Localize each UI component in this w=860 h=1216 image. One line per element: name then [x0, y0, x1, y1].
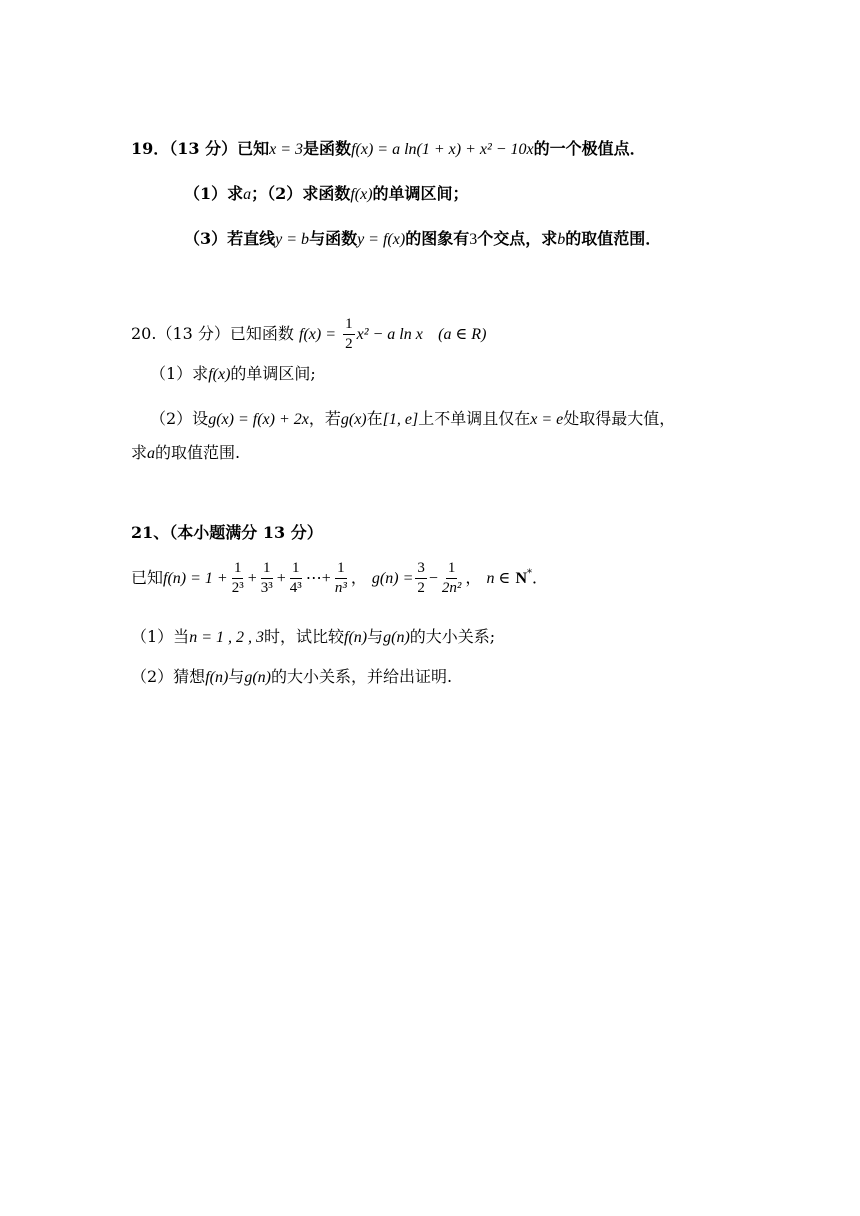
q21-p1-a: 时，试比较 [263, 627, 344, 646]
q20-p2-line2a: 求 [131, 443, 148, 462]
q20-p2-b: 在 [366, 409, 383, 428]
q21-p1-b: 与 [367, 627, 384, 646]
q21-score: （本小题满分 13 分） [169, 523, 323, 542]
q19-stem-a: 已知 [237, 139, 270, 158]
q21-g-frac1-den: 2 [417, 580, 425, 596]
q19-p3-end: 的取值范围． [565, 229, 662, 248]
q19-p1-text: 求 [227, 184, 244, 203]
q20-p2-d: 处取得最大值， [563, 409, 676, 428]
q21-p1-f: f(n) [344, 629, 368, 646]
q19-p3-mid2: 的图象有 [405, 229, 470, 248]
q19-p3-mid3: 个交点，求 [477, 229, 558, 248]
q20-p2-c: 上不单调且仅在 [418, 409, 531, 428]
q21-part-1 [131, 625, 495, 650]
q21-n-star: * [527, 568, 533, 579]
q20-frac-num: 1 [343, 315, 355, 335]
q20-p2-a: ，若 [308, 409, 341, 428]
q19-p3-var: b [557, 231, 566, 248]
q21-end: ． [532, 568, 549, 587]
q21-p2-g: g(n) [244, 669, 271, 686]
q21-sep2: ， [465, 568, 482, 587]
q21-g-frac2-num: 1 [446, 559, 458, 579]
q19-p1-label: （1） [184, 184, 228, 203]
q21-g-frac2 [440, 559, 464, 598]
q20-p2-g2: g(x) [340, 411, 367, 428]
q21-frac-0-num: 1 [232, 559, 244, 579]
q20-p2-interval: [1, e] [382, 411, 419, 428]
q21-frac-1-num: 1 [261, 559, 273, 579]
q19-p2-label: （2） [267, 184, 303, 203]
q19-p1-sep: ； [251, 184, 268, 203]
q19-number: 19． [131, 139, 170, 158]
q20-score: （13 分） [156, 324, 230, 343]
q21-dots: ⋯ [305, 570, 322, 587]
q21-g-lhs: g(n) = [371, 570, 414, 587]
q21-p1-n: n = 1 , 2 , 3 [189, 629, 264, 646]
q21-stem-text: 已知 [131, 568, 164, 587]
q21-frac-2 [288, 559, 304, 598]
q19-p3-num: 3 [469, 231, 478, 248]
q21-p2-b: 与 [228, 667, 245, 686]
q19-p3-mid: 与函数 [309, 229, 358, 248]
q19-stem [131, 137, 646, 162]
q19-stem-b: 是函数 [303, 139, 352, 158]
q19-stem-c: 的一个极值点． [533, 139, 646, 158]
q20-part-2-line2 [131, 441, 240, 466]
q20-domain: (a ∈ R) [438, 326, 487, 343]
q19-function: f(x) = a ln(1 + x) + x² − 10x [351, 141, 534, 158]
q21-frac-1-den: 3³ [260, 580, 273, 596]
q21-g-frac1 [415, 559, 427, 598]
q21-n-in: n ∈ [486, 570, 511, 587]
q21-header [131, 521, 323, 545]
q20-p1-func: f(x) [208, 366, 231, 383]
q19-p3-func: y = f(x) [357, 231, 406, 248]
q21-part-2 [131, 665, 452, 690]
q20-stem-text: 已知函数 [229, 324, 294, 343]
q20-p2-line2b: 的取值范围. [155, 443, 241, 462]
q19-p2-func: f(x) [350, 186, 373, 203]
q20-p2-line2var: a [147, 445, 156, 462]
q21-frac-0 [230, 559, 246, 598]
q19-p3-text: 若直线 [227, 229, 276, 248]
q20-stem [131, 314, 486, 355]
q19-parts-1-2 [184, 182, 469, 207]
q20-number: 20. [131, 324, 157, 343]
q21-frac-3-den: n³ [334, 580, 347, 596]
q19-part-3 [184, 227, 661, 252]
q19-p2-text: 求函数 [302, 184, 351, 203]
q19-p3-label: （3） [184, 229, 228, 248]
q21-p2-label: （2）猜想 [131, 667, 206, 686]
q20-func-rhs: x² − a ln x [356, 326, 423, 343]
q20-p1-end: 的单调区间; [230, 364, 316, 383]
q20-part-2-line1 [150, 407, 675, 432]
q21-frac-3-num: 1 [335, 559, 347, 579]
q20-frac-den: 2 [345, 336, 353, 352]
q19-p2-end: 的单调区间； [372, 184, 469, 203]
q21-frac-0-den: 2³ [231, 580, 244, 596]
q21-p1-label: （1）当 [131, 627, 190, 646]
q21-number: 21、 [131, 523, 170, 542]
q21-stem: 已知f(n) = 1 + $\frac{1}{\text{2³}}$ + $\frac{1}{\text{3³}}$ + $\frac{1}{\text{4³}}$ ⋯+ $\frac{1}{\text{n³}}$ ， g(n) = $\frac{3}{2}$ − $\frac{1}{\text{2n²}}$ ， n ∈ N*． [131, 560, 549, 596]
q21-g-frac2-den: 2n² [441, 580, 462, 596]
q20-part-1 [150, 362, 316, 387]
q20-p2-xe: x = e [530, 411, 564, 428]
q21-n-set: N [515, 570, 528, 587]
q21-g-frac1-num: 3 [415, 559, 427, 579]
q21-p1-g: g(n) [383, 629, 410, 646]
q21-p1-c: 的大小关系; [409, 627, 496, 646]
q21-frac-3 [333, 559, 349, 598]
q21-frac-1 [259, 559, 275, 598]
q21-f-lhs: f(n) = 1 + [163, 570, 228, 587]
q21-p2-f: f(n) [205, 669, 229, 686]
q19-eq-x3: x = 3 [269, 141, 304, 158]
q20-p2-label: （2）设 [150, 409, 209, 428]
q21-sep1: ， [350, 568, 367, 587]
q20-p2-g: g(x) = f(x) + 2x [208, 411, 309, 428]
q20-p1-label: （1）求 [150, 364, 209, 383]
q20-fraction [343, 315, 355, 354]
q19-p3-line: y = b [275, 231, 310, 248]
q19-p1-var: a [243, 186, 252, 203]
q21-frac-2-den: 4³ [289, 580, 302, 596]
q21-p2-c: 的大小关系，并给出证明. [270, 667, 453, 686]
q20-func-lhs: f(x) = [299, 326, 337, 343]
q19-score: （13 分） [169, 139, 238, 158]
q21-frac-2-num: 1 [290, 559, 302, 579]
